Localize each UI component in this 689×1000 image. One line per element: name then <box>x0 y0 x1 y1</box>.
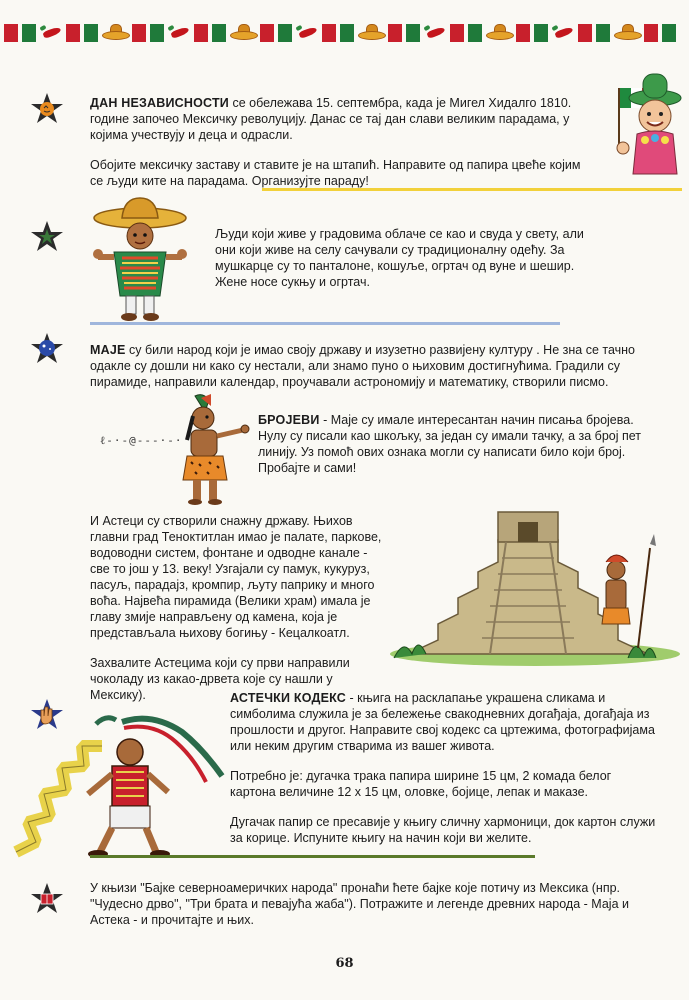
maya-text: су били народ који је имао своју државу и изузетно развијену културу . Не зна се тачно одакле су дошли ни како су нестали, али знамо пуно о њиховим достигнућима. Градили су пирамиде, направили календар, проучавали астрономију и математику, створили писмо. <box>90 343 635 389</box>
books-text: У књизи "Бајке северноамеричких народа" пронаћи ћете бајке које потичу из Мексика (нпр. "Чудесно дрво", "Три брата и певајућа жаба"). Потражите и легенде древних народа - Маја и Астека - и прочитајте и њих. <box>90 881 629 927</box>
sombrero-icon <box>102 24 128 42</box>
border-square <box>84 24 98 42</box>
independence-section <box>90 95 590 203</box>
numbers-text: - Маје су имале интересантан начин писања бројева. Нулу су писали као шкољку, за један су имали тачку, а за број пет линију. Уз помоћ ових ознака могли су написати било који број. Пробајте и сами! <box>258 413 642 475</box>
codex-section <box>230 690 660 860</box>
child-with-flag-illustration <box>605 68 683 186</box>
sombrero-icon <box>614 24 640 42</box>
codex-heading: АСТЕЧКИ КОДЕКС <box>230 691 346 705</box>
pepper-icon <box>168 24 190 42</box>
maya-boy-illustration <box>165 392 255 510</box>
aztecs-thanks: Захвалите Астецима који су први направили чоколаду из какао-дрвета које су нашли у Мексику). <box>90 656 350 702</box>
yellow-divider <box>262 188 682 191</box>
border-square <box>516 24 530 42</box>
book-star-icon <box>30 882 64 916</box>
clothing-text: Људи који живе у градовима облаче се као и свуда у свету, али они који живе на селу сачували су традиционалну одећу. За мушкарце су то панталоне, кошуље, огртач од вуне и шешир. Жене носе сукњу и огртач. <box>215 227 584 289</box>
pumpkin-star-icon <box>30 92 64 126</box>
sombrero-icon <box>486 24 512 42</box>
decorative-border <box>0 20 689 46</box>
numbers-heading: БРОЈЕВИ <box>258 413 320 427</box>
border-square <box>66 24 80 42</box>
sombrero-icon <box>230 24 256 42</box>
clothing-section <box>215 226 595 304</box>
green-divider <box>90 855 535 858</box>
border-square <box>406 24 420 42</box>
independence-heading: ДАН НЕЗАВИСНОСТИ <box>90 96 229 110</box>
pepper-icon <box>40 24 62 42</box>
border-square <box>450 24 464 42</box>
border-square <box>132 24 146 42</box>
codex-instructions: Дугачак папир се пресавије у књигу сличну хармоници, док картон служи за корице. Испуните књигу на начин који ви желите. <box>230 815 656 845</box>
border-square <box>534 24 548 42</box>
border-square <box>212 24 226 42</box>
border-square <box>468 24 482 42</box>
pyramid-illustration <box>388 508 682 668</box>
globe-star-icon <box>30 332 64 366</box>
aztecs-section <box>90 513 390 717</box>
border-square <box>662 24 676 42</box>
border-square <box>340 24 354 42</box>
aztec-warrior-codex-illustration <box>12 712 234 862</box>
pepper-icon <box>424 24 446 42</box>
numbers-section <box>258 412 653 490</box>
independence-text: се обележава 15. септембра, када је Мигел Хидалго 1810. године започео Мексичку револуцију. Данас се тај дан слави великим парадама, у којима учествују и деца и одрасли. <box>90 96 572 142</box>
border-square <box>22 24 36 42</box>
border-square <box>4 24 18 42</box>
border-square <box>278 24 292 42</box>
border-square <box>260 24 274 42</box>
border-square <box>322 24 336 42</box>
star-icon <box>30 220 64 254</box>
border-square <box>150 24 164 42</box>
blue-divider <box>90 322 560 325</box>
maya-heading: МАЈЕ <box>90 343 126 357</box>
independence-activity: Обојите мексичку заставу и ставите је на штапић. Направите од папира цвеће којим се људи ките на парадама. Организујте параду! <box>90 158 581 188</box>
sombrero-icon <box>358 24 384 42</box>
border-square <box>578 24 592 42</box>
sombrero-boy-illustration <box>92 196 188 324</box>
codex-text: - књига на расклапање украшена сликама и симболима служила је за бележење свакодневних догађаја, догађаја из прошлости и другог. Направите свој кодекс са цртежима, фотографијама или неким другим стварима из вашег живота. <box>230 691 655 753</box>
codex-materials: Потребно је: дугачка трака папира ширине 15 цм, 2 комада белог картона величине 12 x 15 цм, оловке, бојице, лепак и маказе. <box>230 769 612 799</box>
maya-numerals: ℓ-·-@---·-· <box>100 434 183 447</box>
border-square <box>644 24 658 42</box>
books-section <box>90 880 670 942</box>
border-square <box>596 24 610 42</box>
border-square <box>388 24 402 42</box>
pepper-icon <box>552 24 574 42</box>
pepper-icon <box>296 24 318 42</box>
border-square <box>194 24 208 42</box>
aztecs-text: И Астеци су створили снажну државу. Њихов главни град Теноктитлан имао је палате, паркове, водоводни систем, фонтане и одводне канале - све то још у 13. веку! Узгајали су памук, кукуруз, пасуљ, парадајз, кромпир, љуту паприку и много воћа. Највећа пирамида (Велики храм) имала је главу змије направљену од камена, која је представљала њихову богињу - Кецалкоатл. <box>90 514 382 640</box>
page-number: 68 <box>335 956 354 971</box>
